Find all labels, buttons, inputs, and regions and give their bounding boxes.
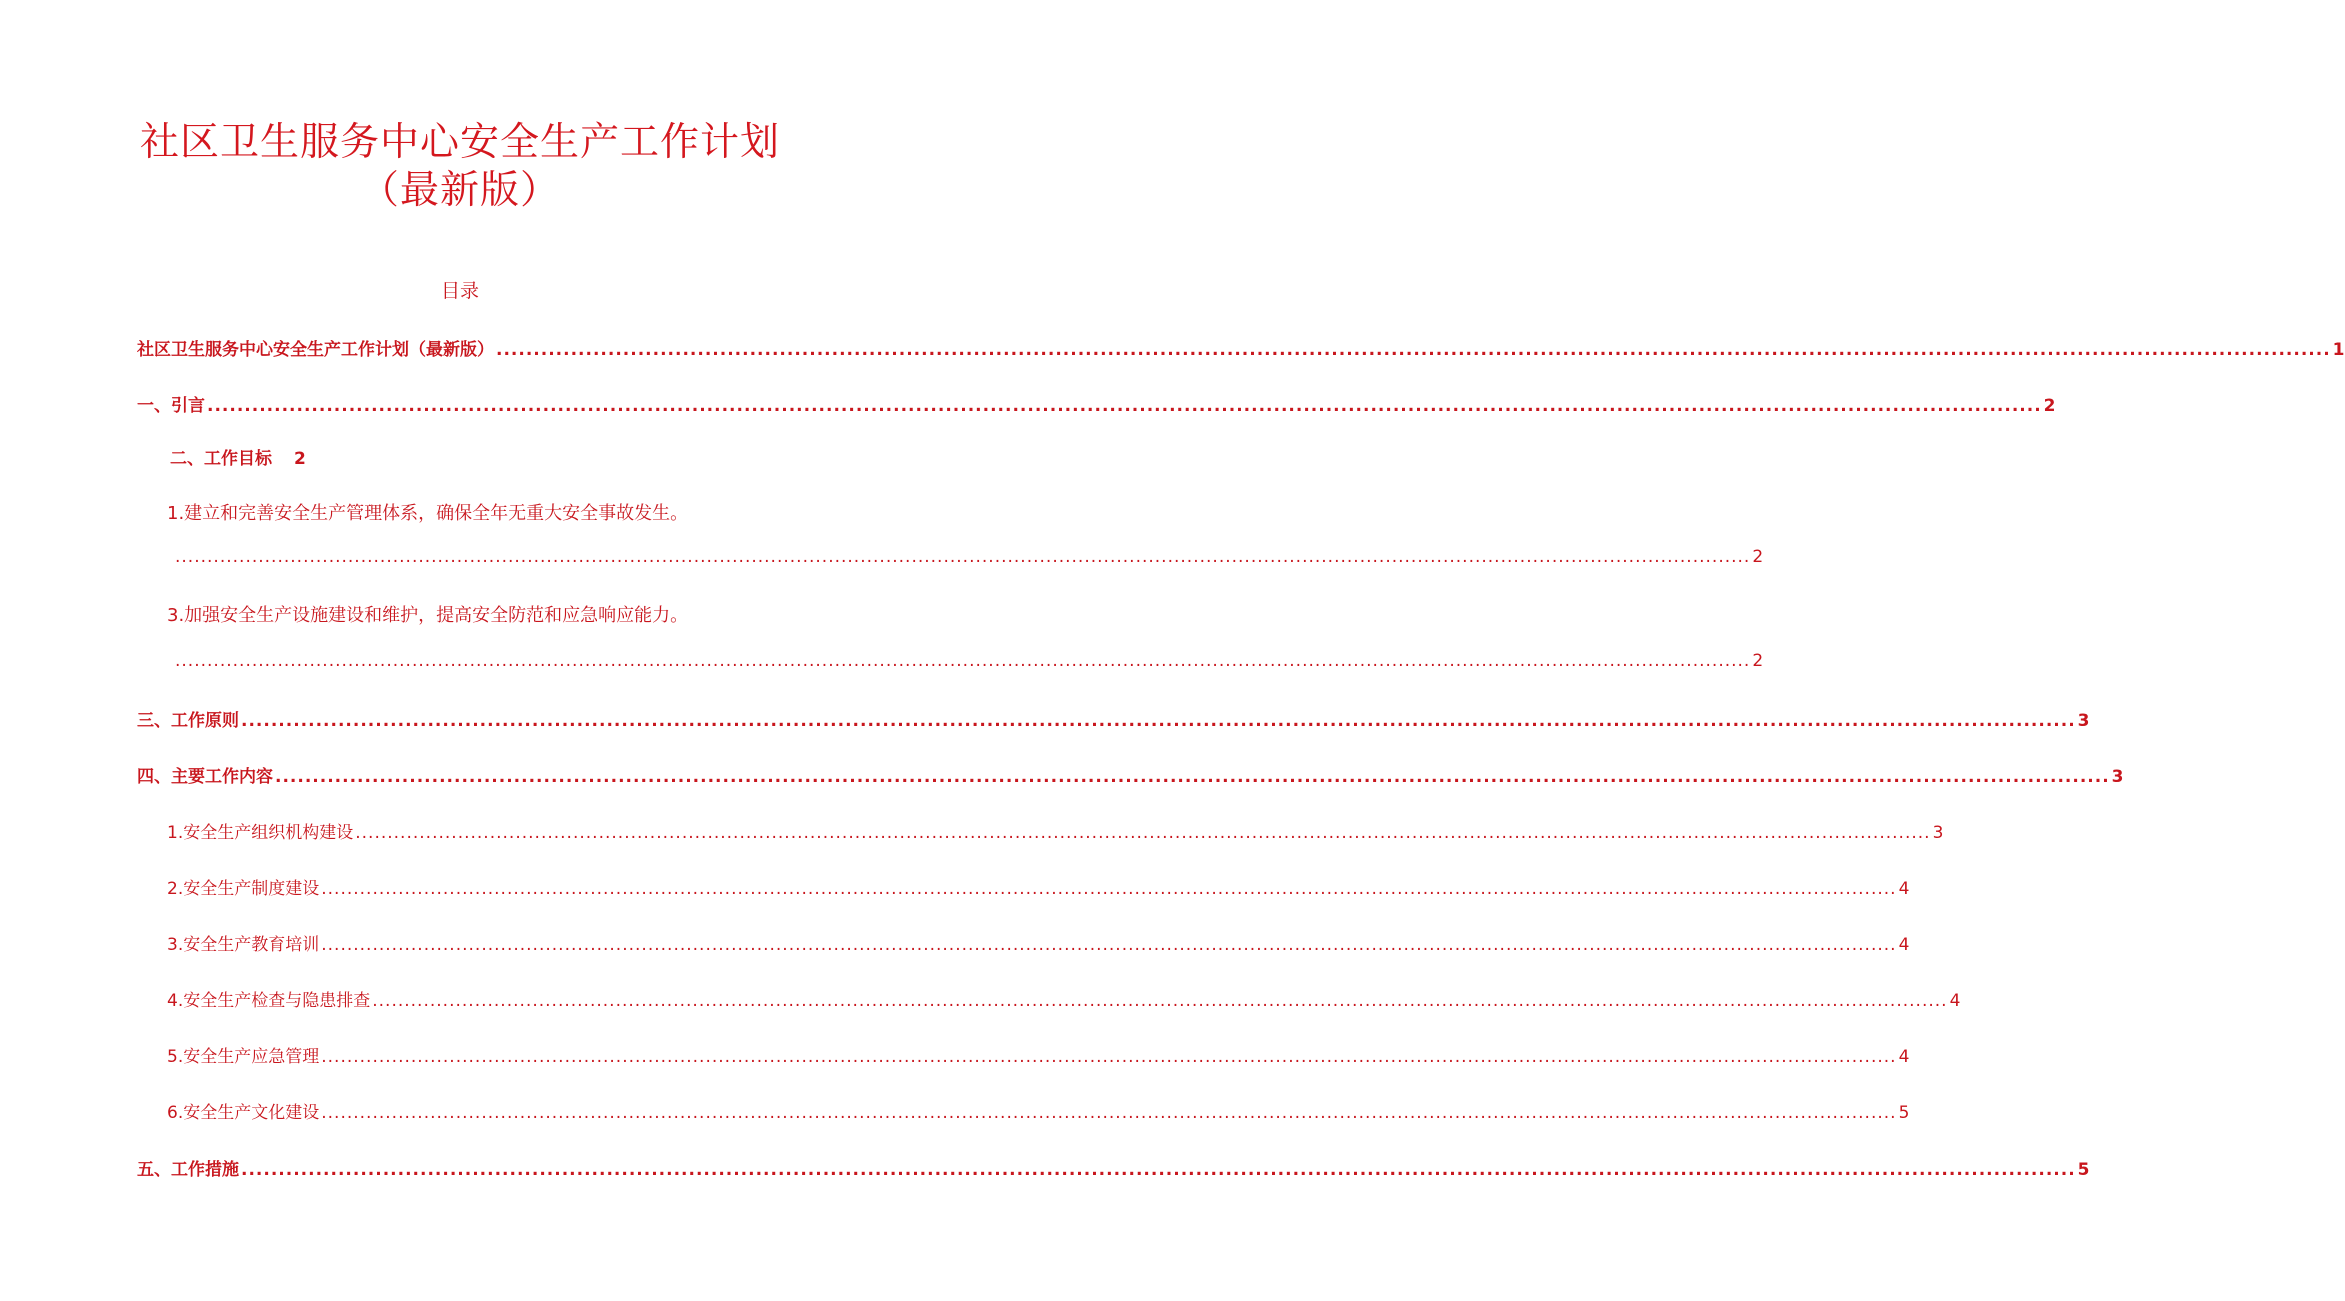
toc-page-number: 4 xyxy=(1898,935,1910,955)
toc-subentry-number: 4 xyxy=(167,991,178,1011)
toc-subentry[interactable] xyxy=(167,986,1961,1011)
toc-entry[interactable] xyxy=(137,1155,2090,1180)
document-title-line2: （最新版） xyxy=(359,168,560,213)
toc-entry-label: 一、引言 xyxy=(137,396,205,416)
toc-page-number: 5 xyxy=(2077,1160,2090,1180)
toc-entry-label: 五、工作措施 xyxy=(137,1160,239,1180)
toc-leader: ...................................................................................................................................................................................................................................................... xyxy=(321,879,1897,899)
toc-subentry[interactable] xyxy=(167,930,1910,955)
toc-page-number: 4 xyxy=(1949,991,1961,1011)
toc-entry-label: 三、工作原则 xyxy=(137,711,239,731)
toc-entry-text[interactable]: 3.加强安全生产设施建设和维护，提高安全防范和应急响应能力。 xyxy=(167,605,689,626)
toc-page-number: 2 xyxy=(1752,547,1764,567)
toc-entry-label: 社区卫生服务中心安全生产工作计划（最新版） xyxy=(137,340,494,360)
toc-leader: ...................................................................................................................................................................................................................................................... xyxy=(207,396,2042,416)
toc-leader: ...................................................................................................................................................................................................................................................... xyxy=(241,711,2076,731)
toc-subentry[interactable] xyxy=(167,874,1910,899)
toc-leader: ...................................................................................................................................................................................................................................................... xyxy=(496,340,2331,360)
toc-entry-label: 四、主要工作内容 xyxy=(137,767,273,787)
toc-page-number: 2 xyxy=(2043,396,2056,416)
toc-leader: ...................................................................................................................................................................................................................................................... xyxy=(241,1160,2076,1180)
toc-leader: ...................................................................................................................................................................................................................................................... xyxy=(321,935,1897,955)
toc-entry[interactable] xyxy=(137,762,2124,787)
toc-leader: ...................................................................................................................................................................................................................................................... xyxy=(275,767,2110,787)
toc-page-number: 3 xyxy=(1932,823,1944,843)
toc-page-number: 3 xyxy=(2111,767,2124,787)
toc-leader: ...................................................................................................................................................................................................................................................... xyxy=(321,1047,1897,1067)
toc-leader: ...................................................................................................................................................................................................................................................... xyxy=(321,1103,1897,1123)
toc-entry-label: .安全生产教育培训 xyxy=(177,935,320,955)
toc-subentry[interactable] xyxy=(167,1042,1910,1067)
toc-entry-label: 二、工作目标 xyxy=(170,449,272,469)
toc-page-number: 2 xyxy=(294,449,306,469)
toc-entry-label: .安全生产制度建设 xyxy=(177,879,320,899)
toc-heading: 目录 xyxy=(440,280,479,302)
toc-entry-label: .安全生产应急管理 xyxy=(177,1047,320,1067)
toc-entry[interactable] xyxy=(137,335,2345,360)
toc-leader: ...................................................................................................................................................................................................................................................... xyxy=(355,823,1931,843)
toc-subentry[interactable] xyxy=(167,818,1944,843)
document-title-line1: 社区卫生服务中心安全生产工作计划 xyxy=(139,120,780,165)
toc-entry-leader-row[interactable] xyxy=(173,547,1764,567)
toc-entry-text[interactable]: 1.建立和完善安全生产管理体系，确保全年无重大安全事故发生。 xyxy=(167,503,689,524)
toc-subentry-number: 2 xyxy=(167,879,178,899)
toc-page-number: 4 xyxy=(1898,1047,1910,1067)
toc-subentry-number: 5 xyxy=(167,1047,178,1067)
toc-entry-leader-row[interactable] xyxy=(173,651,1764,671)
toc-entry[interactable] xyxy=(137,391,2056,416)
toc-entry-label: .安全生产组织机构建设 xyxy=(177,823,354,843)
toc-page-number: 1 xyxy=(2332,340,2345,360)
toc-page-number: 4 xyxy=(1898,879,1910,899)
toc-entry-label: .安全生产检查与隐患排查 xyxy=(177,991,371,1011)
toc-subentry-number: 6 xyxy=(167,1103,178,1123)
toc-subentry-number: 3 xyxy=(167,935,178,955)
toc-entry[interactable] xyxy=(137,706,2090,731)
toc-entry[interactable] xyxy=(170,444,306,469)
toc-subentry[interactable] xyxy=(167,1098,1910,1123)
toc-page-number: 3 xyxy=(2077,711,2090,731)
toc-leader: ...................................................................................................................................................................................................................................................... xyxy=(372,991,1948,1011)
toc-entry-label: .安全生产文化建设 xyxy=(177,1103,320,1123)
toc-leader: ...................................................................................................................................................................................................................................................... xyxy=(175,547,1751,567)
toc-page-number: 5 xyxy=(1898,1103,1910,1123)
toc-page-number: 2 xyxy=(1752,651,1764,671)
toc-leader: ...................................................................................................................................................................................................................................................... xyxy=(175,651,1751,671)
toc-subentry-number: 1 xyxy=(167,823,178,843)
